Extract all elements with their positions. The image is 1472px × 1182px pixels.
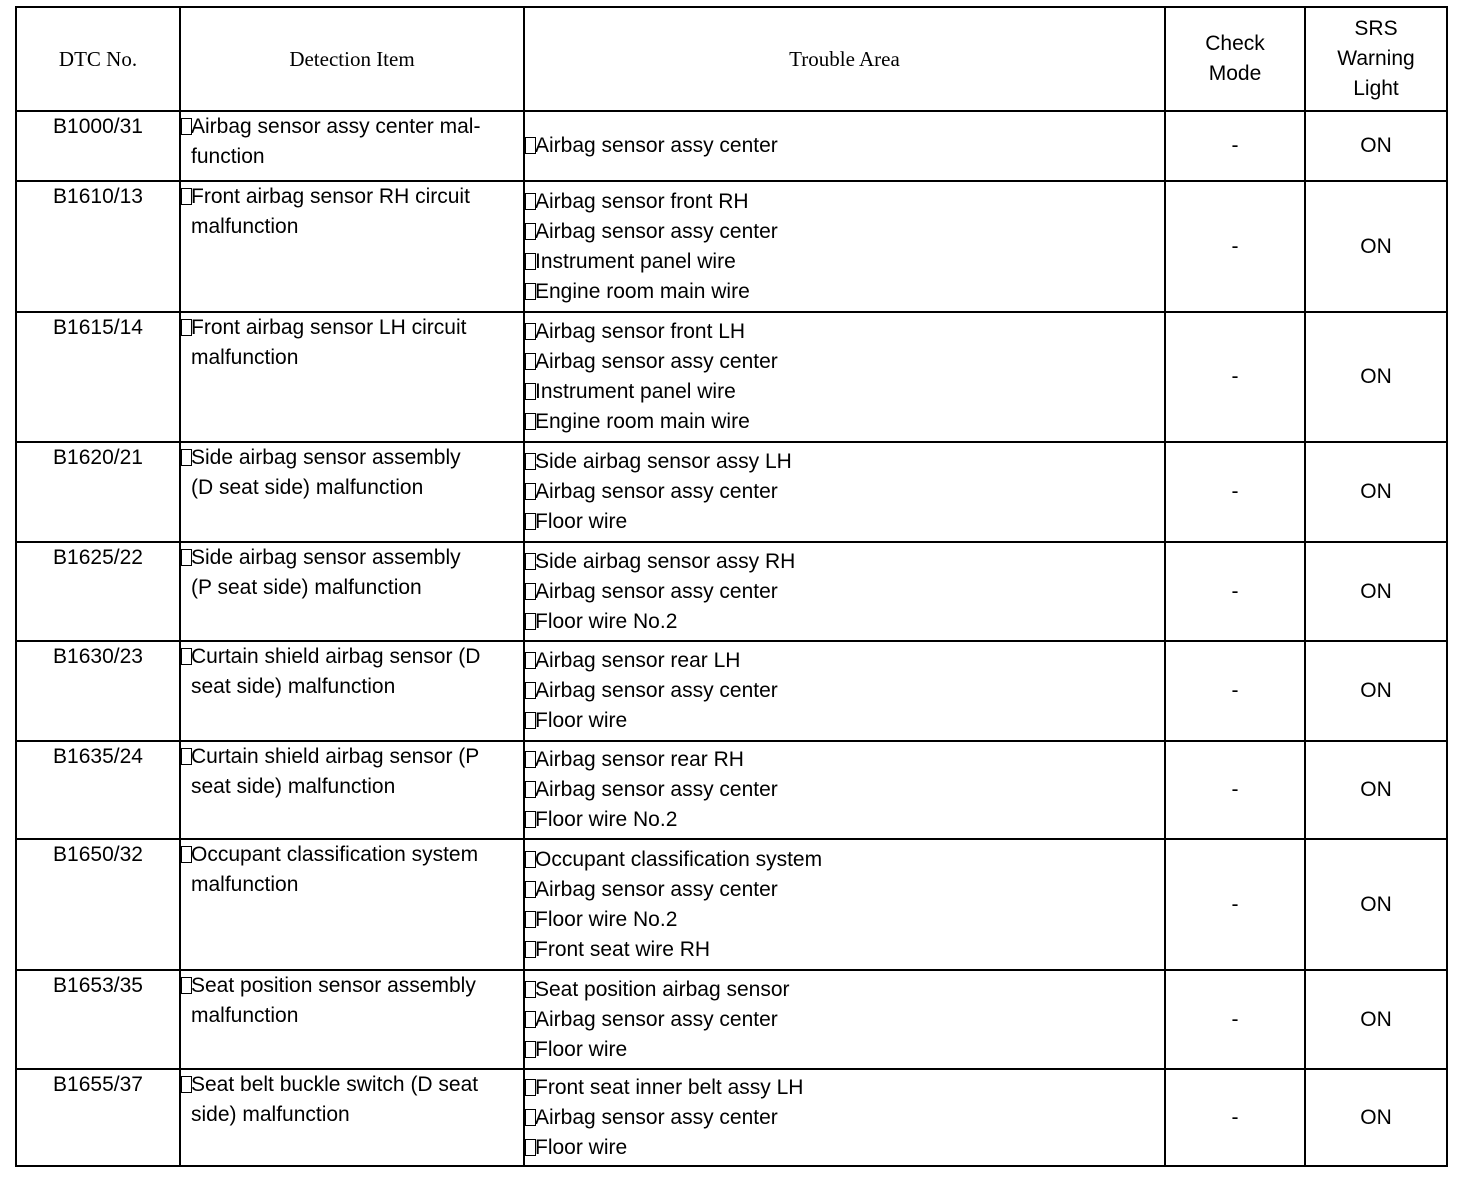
detection-item-text: Curtain shield airbag sensor (P (191, 745, 480, 768)
detection-item-text: malfunction (191, 346, 299, 369)
detection-item-text: malfunction (191, 873, 299, 896)
dtc-code: B1625/22 (16, 542, 180, 641)
detection-item-cell (180, 181, 524, 312)
dtc-code: B1615/14 (16, 312, 180, 442)
trouble-area-item: Front seat wire RH (535, 937, 711, 961)
detection-item-text: Seat belt buckle switch (D seat (191, 1073, 479, 1096)
trouble-area-item: Airbag sensor assy center (535, 1105, 778, 1129)
header-check-mode (1165, 7, 1305, 111)
table-row (16, 442, 1447, 542)
detection-item-cell (180, 111, 524, 181)
trouble-area-item: Instrument panel wire (535, 380, 736, 403)
detection-item-cell (180, 741, 524, 839)
header-dtc-no: DTC No. (16, 7, 180, 111)
srs-warning-light-value: ON (1305, 1069, 1447, 1166)
detection-item-cell (180, 442, 524, 542)
trouble-area-item: Airbag sensor assy center (535, 350, 778, 373)
detection-item-text: Side airbag sensor assembly (191, 446, 461, 469)
trouble-area-cell (524, 312, 1165, 442)
dtc-code: B1635/24 (16, 741, 180, 839)
table-row (16, 1069, 1447, 1166)
trouble-area-item: Airbag sensor rear RH (535, 748, 744, 771)
header-check-mode-line: Check (1205, 32, 1265, 55)
table-row (16, 839, 1447, 970)
detection-item-text: seat side) malfunction (191, 675, 396, 698)
trouble-area-item: Airbag sensor assy center (535, 778, 778, 801)
trouble-area-item: Airbag sensor assy center (535, 480, 778, 503)
check-mode-value: - (1165, 970, 1305, 1069)
srs-warning-light-value: ON (1305, 839, 1447, 970)
srs-warning-light-value: ON (1305, 542, 1447, 641)
trouble-area-cell (524, 442, 1165, 542)
header-srs-line: Light (1353, 77, 1399, 100)
trouble-area-item: Airbag sensor assy center (535, 679, 778, 702)
trouble-area-item: Floor wire No.2 (535, 808, 678, 831)
trouble-area-item: Airbag sensor front LH (535, 320, 746, 343)
trouble-area-item: Occupant classification system (535, 847, 823, 871)
detection-item-cell (180, 839, 524, 970)
header-row (16, 7, 1447, 111)
dtc-code: B1650/32 (16, 839, 180, 970)
trouble-area-item: Floor wire (535, 1037, 628, 1061)
header-trouble-area: Trouble Area (524, 7, 1165, 111)
detection-item-text: seat side) malfunction (191, 775, 396, 798)
detection-item-cell (180, 542, 524, 641)
detection-item-text: function (191, 145, 265, 168)
check-mode-value: - (1165, 181, 1305, 312)
detection-item-text: Side airbag sensor assembly (191, 546, 461, 569)
trouble-area-cell (524, 839, 1165, 970)
header-detection-item: Detection Item (180, 7, 524, 111)
srs-warning-light-value: ON (1305, 442, 1447, 542)
trouble-area-cell (524, 970, 1165, 1069)
trouble-area-cell (524, 542, 1165, 641)
trouble-area-item: Side airbag sensor assy LH (535, 450, 792, 473)
trouble-area-item: Airbag sensor rear LH (535, 649, 741, 672)
header-srs-warning-light (1305, 7, 1447, 111)
table-row (16, 970, 1447, 1069)
detection-item-text: side) malfunction (191, 1103, 350, 1126)
trouble-area-item: Floor wire (535, 709, 628, 732)
check-mode-value: - (1165, 641, 1305, 741)
trouble-area-item: Floor wire No.2 (535, 609, 678, 633)
srs-warning-light-value: ON (1305, 741, 1447, 839)
trouble-area-item: Airbag sensor assy center (535, 1007, 778, 1031)
srs-warning-light-value: ON (1305, 181, 1447, 312)
trouble-area-item: Seat position airbag sensor (535, 977, 790, 1001)
table-row (16, 312, 1447, 442)
detection-item-text: Curtain shield airbag sensor (D (191, 645, 481, 668)
dtc-table (15, 6, 1448, 1167)
dtc-code: B1000/31 (16, 111, 180, 181)
trouble-area-item: Engine room main wire (535, 410, 750, 433)
check-mode-value: - (1165, 312, 1305, 442)
dtc-code: B1610/13 (16, 181, 180, 312)
detection-item-text: Front airbag sensor RH circuit (191, 185, 470, 208)
trouble-area-item: Airbag sensor assy center (535, 579, 778, 603)
trouble-area-item: Front seat inner belt assy LH (535, 1075, 804, 1099)
srs-warning-light-value: ON (1305, 641, 1447, 741)
check-mode-value: - (1165, 111, 1305, 181)
detection-item-text: Seat position sensor assembly (191, 974, 476, 997)
detection-item-cell (180, 312, 524, 442)
trouble-area-cell (524, 641, 1165, 741)
detection-item-cell (180, 1069, 524, 1166)
check-mode-value: - (1165, 542, 1305, 641)
trouble-area-cell (524, 111, 1165, 181)
dtc-code: B1653/35 (16, 970, 180, 1069)
detection-item-text: (P seat side) malfunction (191, 576, 422, 599)
dtc-code: B1655/37 (16, 1069, 180, 1166)
header-srs-line: Warning (1337, 47, 1415, 70)
trouble-area-item: Airbag sensor front RH (535, 189, 749, 213)
trouble-area-item: Airbag sensor assy center (535, 219, 778, 243)
table-row (16, 111, 1447, 181)
dtc-code: B1630/23 (16, 641, 180, 741)
trouble-area-item: Engine room main wire (535, 279, 750, 303)
srs-warning-light-value: ON (1305, 312, 1447, 442)
trouble-area-item: Floor wire (535, 510, 628, 533)
header-srs-line: SRS (1354, 17, 1398, 40)
trouble-area-item: Instrument panel wire (535, 249, 736, 273)
trouble-area-item: Airbag sensor assy center (535, 134, 778, 157)
detection-item-cell (180, 970, 524, 1069)
detection-item-cell (180, 641, 524, 741)
check-mode-value: - (1165, 1069, 1305, 1166)
dtc-code: B1620/21 (16, 442, 180, 542)
check-mode-value: - (1165, 839, 1305, 970)
srs-warning-light-value: ON (1305, 111, 1447, 181)
table-row (16, 542, 1447, 641)
detection-item-text: malfunction (191, 215, 299, 238)
detection-item-text: (D seat side) malfunction (191, 476, 424, 499)
check-mode-value: - (1165, 741, 1305, 839)
detection-item-text: malfunction (191, 1004, 299, 1027)
detection-item-text: Front airbag sensor LH circuit (191, 316, 467, 339)
trouble-area-item: Airbag sensor assy center (535, 877, 778, 901)
trouble-area-cell (524, 1069, 1165, 1166)
srs-warning-light-value: ON (1305, 970, 1447, 1069)
trouble-area-item: Floor wire No.2 (535, 907, 678, 931)
table-row (16, 641, 1447, 741)
header-check-mode-line: Mode (1208, 62, 1262, 85)
trouble-area-item: Side airbag sensor assy RH (535, 549, 796, 573)
table-row (16, 741, 1447, 839)
trouble-area-cell (524, 741, 1165, 839)
trouble-area-item: Floor wire (535, 1135, 628, 1159)
table-row (16, 181, 1447, 312)
detection-item-text: Airbag sensor assy center mal- (191, 115, 481, 138)
check-mode-value: - (1165, 442, 1305, 542)
trouble-area-cell (524, 181, 1165, 312)
detection-item-text: Occupant classification system (191, 843, 479, 866)
